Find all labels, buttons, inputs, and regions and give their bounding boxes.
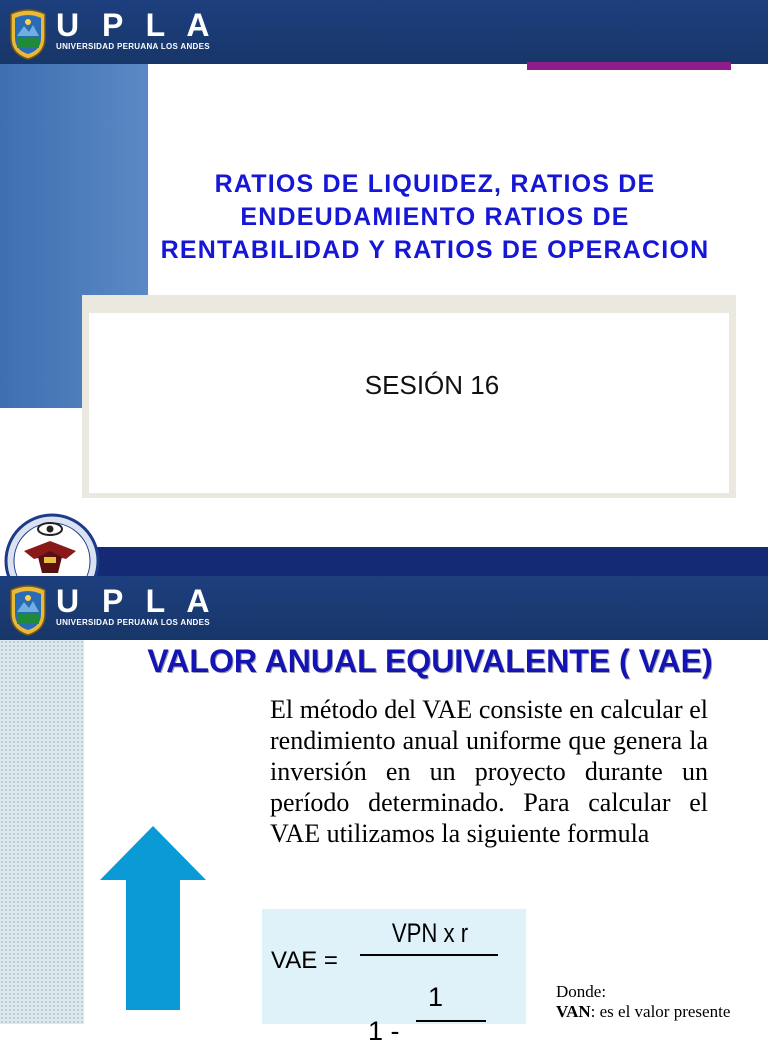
university-crest-icon bbox=[9, 584, 47, 636]
donde-label: Donde: bbox=[556, 982, 607, 1001]
university-logo bbox=[0, 0, 217, 64]
footer-bar bbox=[90, 547, 768, 576]
side-pattern-strip bbox=[0, 640, 84, 1024]
formula-legend bbox=[556, 982, 730, 1022]
logo-subtitle: UNIVERSIDAD PERUANA LOS ANDES bbox=[56, 42, 210, 51]
logo-text: U P L A bbox=[56, 583, 217, 619]
method-description: El método del VAE consiste en calcular el rendimiento anual uniforme que genera la inversión en un proyecto durante un período determinado. Para calcular el VAE utilizamos la siguiente formula bbox=[270, 695, 708, 848]
denominator-top: 1 bbox=[428, 982, 444, 1012]
van-def-text: : es el valor presente bbox=[590, 1002, 731, 1021]
faculty-emblem-icon bbox=[4, 511, 100, 576]
up-arrow-icon bbox=[99, 826, 207, 1012]
university-crest-icon bbox=[9, 8, 47, 60]
slide-title: VALOR ANUAL EQUIVALENTE ( VAE) bbox=[147, 643, 713, 679]
logo-subtitle: UNIVERSIDAD PERUANA LOS ANDES bbox=[56, 618, 210, 627]
logo-text: U P L A bbox=[56, 7, 217, 43]
session-label: SESIÓN 16 bbox=[364, 370, 500, 400]
van-term: VAN bbox=[556, 1002, 591, 1021]
van-definition bbox=[556, 1002, 730, 1022]
denominator-start: 1 - bbox=[368, 1016, 400, 1046]
session-box bbox=[89, 313, 729, 493]
slide-2 bbox=[0, 576, 768, 1046]
accent-line bbox=[527, 62, 731, 70]
inner-fraction-line bbox=[416, 1020, 486, 1022]
formula-numerator: VPN x r bbox=[391, 918, 469, 948]
formula-lhs: VAE = bbox=[271, 947, 338, 974]
slide-title: RATIOS DE LIQUIDEZ, RATIOS DE ENDEUDAMIENTO RATIOS DE RENTABILIDAD Y RATIOS DE OPERACION bbox=[160, 170, 710, 264]
fraction-line bbox=[360, 954, 498, 956]
university-logo bbox=[0, 576, 217, 640]
